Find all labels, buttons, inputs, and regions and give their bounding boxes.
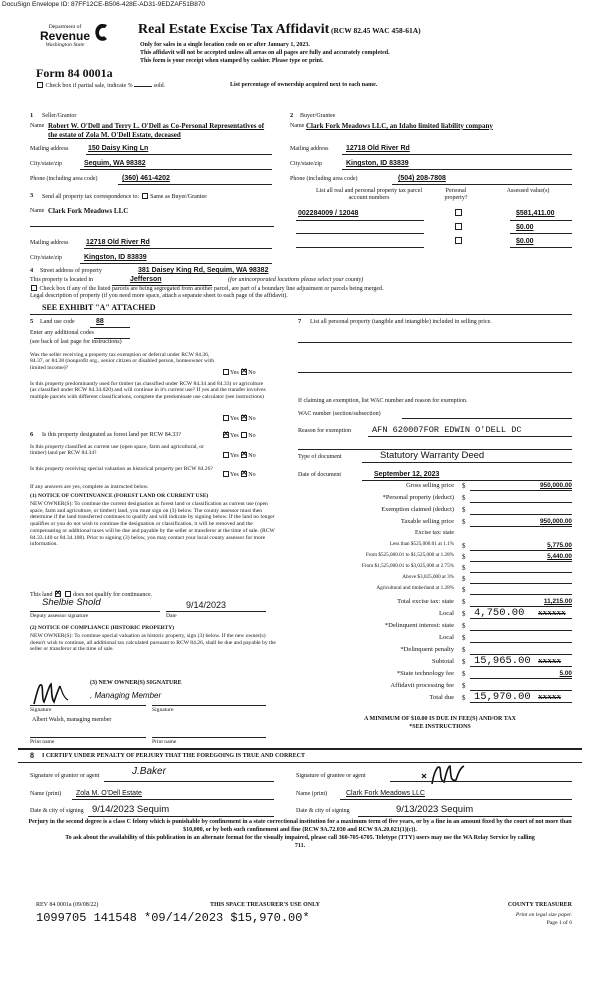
same-as-buyer-label: Same as Buyer/Grantee: [150, 194, 207, 200]
corr-mailing-label: Mailing address: [30, 240, 69, 246]
tax-row-label: Above $3,025,000 at 3%: [402, 574, 454, 580]
sold-label: sold.: [153, 83, 166, 89]
historic-heading: (2) NOTICE OF COMPLIANCE (HISTORIC PROPERTY): [30, 625, 175, 631]
buyer-heading: Buyer/Grantee: [300, 113, 336, 119]
q2-answers: [222, 415, 256, 423]
seller-mailing[interactable]: 150 Daisy King Ln: [88, 145, 149, 152]
reason-label: Reason for exemption: [298, 428, 351, 434]
form-title-row: [138, 22, 421, 38]
buyer-mailing-label: Mailing address: [290, 146, 329, 152]
not-qualify-label: does not qualify for continuance.: [73, 592, 153, 598]
buyer-city-label: City/state/zip: [290, 161, 322, 167]
personal-property-text: List all personal property (tangible and intangible) included in selling price.: [310, 319, 492, 325]
new-owner-sig-heading: (3) NEW OWNER(S) SIGNATURE: [90, 680, 182, 686]
treasurer-use: THIS SPACE TREASURER'S USE ONLY: [210, 902, 320, 908]
dor-logo: [30, 24, 100, 49]
currency-symbol: $: [462, 482, 466, 490]
currency-symbol: $: [462, 598, 466, 606]
tax-row-label: *State technology fee: [396, 670, 454, 677]
historic-answers: [222, 471, 256, 479]
partial-sale-row: [36, 82, 165, 90]
q2-yes-checkbox[interactable]: [223, 415, 229, 421]
unincorporated-note: (for unincorporated locations please select your county): [228, 277, 364, 283]
grantee-date-label: Date & city of signing: [296, 808, 350, 814]
grantee-name-label: Name (print): [296, 791, 328, 797]
no-label: No: [248, 433, 256, 439]
continuance-text: NEW OWNER(S): To continue the current designation as forest land or classification as current use (open space, farm and agriculture, or timber) land, you must sign on (3) below. The county assessor must then determine if the land transferred continues to qualify and will indicate by signing below. If the land no longer qualifies or you do not wish to continue the designation or classification, it will be removed and the compensating or additional taxes will be due and payable by the seller or transferor at the time of sale. (RCW 84.33.140 or 84.34.108). Prior to signing (3) below, you may contact your local county assessor for more information.: [30, 501, 275, 548]
boundary-row: [30, 285, 384, 293]
no-label: No: [248, 453, 256, 459]
forest-answers: [222, 432, 256, 440]
seller-mailing-label: Mailing address: [30, 146, 69, 152]
currency-symbol: $: [462, 658, 466, 666]
tax-value-local[interactable]: 4,750.00: [474, 607, 525, 619]
tax-value-tier1[interactable]: 5,775.00: [547, 542, 572, 549]
additional-codes-note: (see back of last page for instructions): [30, 339, 122, 345]
buyer-city[interactable]: Kingston, ID 83839: [346, 160, 409, 167]
assessed-value[interactable]: $0.00: [516, 224, 534, 231]
new-owner-print-name[interactable]: Albert Walsh, managing member: [32, 717, 112, 723]
buyer-phone-label: Phone (including area code): [290, 176, 358, 182]
struck-original-value: XXXXX: [538, 658, 562, 665]
seller-city[interactable]: Sequim, WA 98382: [84, 160, 146, 167]
answers-note: If any answers are yes, complete as instructed below.: [30, 484, 149, 490]
tax-value-gross[interactable]: 950,000.00: [540, 482, 572, 489]
forest-yes-checkbox[interactable]: [223, 432, 229, 438]
tax-row-label: Total due: [429, 694, 454, 701]
same-as-buyer-checkbox[interactable]: [142, 193, 148, 199]
assessed-value[interactable]: $0.00: [516, 238, 534, 245]
boundary-label: Check box if any of the listed parcels are being segregated from another parcel, are part of a boundary line adjustment or parcels being merged.: [39, 286, 384, 292]
tax-row-label: Exemption claimed (deduct): [381, 506, 454, 513]
logo-dept-line: Department of: [48, 24, 82, 30]
tax-row-label: From $1,525,000.01 to $3,025,000 at 2.75%: [361, 563, 454, 569]
new-owner-signature-drawing: [30, 680, 90, 708]
deputy-date[interactable]: 9/14/2023: [186, 600, 227, 610]
section-7-number: 7: [298, 318, 302, 325]
buyer-mailing[interactable]: 12718 Old River Rd: [346, 145, 410, 152]
currency-symbol: $: [462, 694, 466, 702]
legal-paper-note: Print on legal size paper.: [515, 912, 572, 918]
doc-type-label: Type of document: [298, 454, 342, 460]
currency-symbol: $: [462, 610, 466, 618]
street-address[interactable]: 381 Daisey King Rd, Sequim, WA 98382: [138, 267, 269, 274]
q2-no-checkbox[interactable]: [241, 415, 247, 421]
boundary-checkbox[interactable]: [31, 285, 37, 291]
current-use-yes-checkbox[interactable]: [223, 452, 229, 458]
tax-value-tech[interactable]: 5.00: [559, 670, 572, 677]
grantor-sig-label: Signature of grantor or agent: [30, 773, 100, 779]
county-treasurer: COUNTY TREASURER: [507, 902, 572, 908]
document-date[interactable]: September 12, 2023: [374, 471, 440, 478]
currency-symbol: $: [462, 575, 466, 583]
signature-caption: Signature: [30, 707, 52, 713]
currency-symbol: $: [462, 646, 466, 654]
deputy-caption: Deputy assessor signature: [30, 613, 89, 619]
current-use-question: Is this property classified as current use (open space, farm and agricultural, or timber) land per RCW 84.34?: [30, 444, 204, 457]
buyer-name[interactable]: Clark Fork Meadows LLC, an Idaho limited liability company: [306, 122, 493, 130]
perjury-notice: Perjury in the second degree is a class C felony which is punishable by confinement in a state correctional institution for a maximum term of five years, or by a fine in an amount fixed by the court of not more than $10,000, or by both such confinement and fine (RCW 9A.72.030 and RCW 9A.20.021(1)(c)).: [28, 819, 572, 833]
section-2-number: 2: [290, 112, 294, 119]
print-name-caption: Print name: [30, 739, 55, 745]
historic-text: NEW OWNER(S): To continue special valuation as historic property, sign (3) below. If the new owner(s) doesn't wish to continue, all additional tax calculated pursuant to RCW 84.26, shall be due and payable by the seller or transferor at the time of sale.: [30, 633, 276, 653]
reason-for-exemption[interactable]: AFN 620007FOR EDWIN O'DELL DC: [372, 425, 522, 435]
currency-symbol: $: [462, 682, 466, 690]
rev-number: REV 84 0001a (09/08/22): [36, 902, 99, 908]
seller-name[interactable]: Robert W. O'Dell and Terry L. O'Dell as Co-Personal Representatives of the estate of Zola M. O'Dell Estate, deceased: [48, 122, 265, 139]
grantor-date-city[interactable]: 9/14/2023 Sequim: [92, 804, 170, 815]
personal-property-checkbox[interactable]: [455, 237, 462, 244]
tax-row-label: Affidavit processing fee: [390, 682, 454, 689]
page-number: Page 1 of 6: [546, 920, 572, 926]
struck-original-value: XXXXX: [538, 694, 562, 701]
currency-symbol: $: [462, 622, 466, 630]
certify-text: I CERTIFY UNDER PENALTY OF PERJURY THAT THE FOREGOING IS TRUE AND CORRECT: [42, 753, 305, 759]
grantor-signature[interactable]: J.Baker: [132, 766, 166, 777]
correspondence-heading: Send all property tax correspondence to:: [42, 194, 140, 200]
parcel-col-header: List all real and personal property tax parcel account numbers: [315, 188, 423, 201]
corr-city-label: City/state/zip: [30, 255, 62, 261]
tax-row-label: Local: [438, 610, 454, 617]
no-label: No: [248, 416, 256, 422]
section-5-number: 5: [30, 318, 34, 325]
wac-label: WAC number (section/subsection): [298, 411, 381, 417]
q1-yes-checkbox[interactable]: [223, 369, 229, 375]
no-label: No: [248, 370, 256, 376]
tax-row-label: *Delinquent penalty: [400, 646, 454, 653]
doc-date-label: Date of document: [298, 472, 341, 478]
forest-question: Is this property designated as forest land per RCW 84.33?: [42, 432, 181, 438]
grantee-sig-label: Signature of grantee or agent: [296, 773, 366, 779]
street-label: Street address of property: [40, 268, 102, 274]
inquiry-notice: To ask about the availability of this publication in an alternate format for the visually impaired, please call 360-705-6705. Teletype (TTY) users may use the WA Relay Service by calling 711.: [65, 835, 535, 849]
corr-city[interactable]: Kingston, ID 83839: [84, 254, 147, 261]
tax-value-subtotal[interactable]: 15,965.00: [474, 655, 531, 667]
dor-emblem-icon: [92, 22, 110, 44]
signature-caption: Signature: [152, 707, 174, 713]
land-use-label: Land use code: [40, 319, 75, 325]
tax-value-taxable[interactable]: 950,000.00: [540, 518, 572, 525]
tax-row-label: Gross selling price: [406, 482, 454, 489]
historic-question: Is this property receiving special valuation as historical property per RCW 84.26?: [30, 466, 213, 472]
historic-no-checkbox[interactable]: [241, 471, 247, 477]
struck-original-value: XXXXXX: [538, 610, 566, 617]
additional-codes-label: Enter any additional codes: [30, 330, 94, 336]
tax-row-label: Agricultural and timberland at 1.28%: [376, 585, 454, 591]
located-label: This property is located in: [30, 277, 93, 283]
yes-label: Yes: [230, 472, 239, 478]
section-1-number: 1: [30, 112, 34, 119]
exemption-question: Was the seller receiving a property tax exemption or deferral under RCW 84.36, 84.37, or 84.38 (nonprofit org., senior citizen or disabled person, homeowner with limited income)?: [30, 352, 214, 371]
new-owner-signature-text[interactable]: , Managing Member: [90, 691, 162, 700]
currency-symbol: $: [462, 506, 466, 514]
yes-label: Yes: [230, 370, 239, 376]
yes-label: Yes: [230, 433, 239, 439]
yes-label: Yes: [230, 453, 239, 459]
section-6-number: 6: [30, 431, 34, 438]
seller-name-label: Name: [30, 123, 45, 129]
currency-symbol: $: [462, 494, 466, 502]
currency-symbol: $: [462, 586, 466, 594]
header-note-2: This affidavit will not be accepted unless all areas on all pages are fully and accurately completed.: [140, 50, 390, 56]
buyer-phone[interactable]: (504) 208-7808: [398, 175, 446, 182]
yes-label: Yes: [230, 416, 239, 422]
seller-phone-label: Phone (including area code): [30, 176, 98, 182]
legal-description-label: Legal description of property (if you need more space, attach a separate sheet to each page of the affidavit).: [30, 293, 288, 299]
forest-no-checkbox[interactable]: [241, 432, 247, 438]
logo-state: Washington State: [45, 42, 85, 49]
deputy-assessor-signature[interactable]: Shelbie Shold: [42, 597, 101, 608]
current-use-answers: [222, 452, 256, 460]
currency-symbol: $: [462, 670, 466, 678]
print-name-caption: Print name: [152, 739, 177, 745]
grantor-date-label: Date & city of signing: [30, 808, 84, 814]
corr-name-label: Name: [30, 208, 45, 214]
tax-value-total-due[interactable]: 15,970.00: [474, 691, 531, 703]
current-use-no-checkbox[interactable]: [241, 452, 247, 458]
legal-exhibit[interactable]: SEE EXHIBIT "A" ATTACHED: [42, 303, 156, 312]
form-title-suffix: (RCW 82.45 WAC 458-61A): [330, 26, 421, 35]
see-instructions: *SEE INSTRUCTIONS: [409, 724, 471, 730]
grantor-name-label: Name (print): [30, 791, 62, 797]
header-note-3: This form is your receipt when stamped by cashier. Please type or print.: [140, 58, 324, 64]
section-8-number: 8: [30, 751, 34, 760]
personal-property-checkbox[interactable]: [455, 209, 462, 216]
seller-phone[interactable]: (360) 461-4202: [122, 175, 170, 182]
form-title: Real Estate Excise Tax Affidavit: [138, 22, 330, 37]
currency-symbol: $: [462, 553, 466, 561]
located-county[interactable]: Jefferson: [130, 276, 162, 283]
document-type[interactable]: Statutory Warranty Deed: [380, 450, 485, 461]
tax-row-label: *Personal property (deduct): [382, 494, 454, 501]
header-note-1: Only for sales in a single location code on or after January 1, 2023.: [140, 42, 310, 48]
form-number: Form 84 0001a: [36, 66, 113, 80]
tax-row-label: From $525,000.01 to $1,525,000 at 1.28%: [365, 552, 454, 558]
no-label: No: [248, 472, 256, 478]
parcel-number[interactable]: 002284009 / 12048: [298, 210, 359, 217]
partial-sale-label: Check box if partial sale, indicate %: [45, 83, 133, 89]
seller-heading: Seller/Grantor: [42, 113, 77, 119]
currency-symbol: $: [462, 518, 466, 526]
section-3-number: 3: [30, 192, 34, 199]
exemption-note: If claiming an exemption, list WAC number and reason for exemption.: [298, 398, 468, 404]
continuance-heading: (1) NOTICE OF CONTINUANCE (FOREST LAND OR CURRENT USE): [30, 493, 209, 499]
corr-mailing[interactable]: 12718 Old River Rd: [86, 239, 150, 246]
grantee-signature-drawing: [420, 762, 468, 786]
personal-property-checkbox[interactable]: [455, 223, 462, 230]
tax-row-label: *Delinquent interest: state: [384, 622, 454, 629]
minimum-due-note: A MINIMUM OF $10.00 IS DUE IN FEE(S) AND/OR TAX: [364, 716, 516, 722]
tax-row-label: Less than $525,000.01 at 1.1%: [389, 541, 454, 547]
logo-revenue: Revenue: [39, 29, 91, 44]
assessed-value[interactable]: $581,411.00: [516, 210, 555, 217]
tax-row-label: Local: [438, 634, 454, 641]
tax-value-tier2[interactable]: 5,440.00: [547, 553, 572, 560]
correspondence-heading-row: [42, 193, 207, 201]
partial-sale-checkbox[interactable]: [37, 82, 43, 88]
corr-name[interactable]: Clark Fork Meadows LLC: [48, 207, 129, 215]
currency-symbol: $: [462, 542, 466, 550]
treasurer-receipt-stamp: 1099705 141548 *09/14/2023 $15,970.00*: [36, 911, 310, 925]
date-caption: Date: [166, 613, 177, 619]
assessed-col-header: Assessed value(s): [506, 188, 550, 194]
currency-symbol: $: [462, 564, 466, 572]
tax-row-label: Taxable selling price: [400, 518, 454, 525]
envelope-id: DocuSign Envelope ID: 87FF12CE-B506-428E-AD31-9EDZAF51B870: [2, 1, 206, 8]
grantee-date-city[interactable]: 9/13/2023 Sequim: [396, 804, 474, 815]
q1-answers: [222, 369, 256, 377]
tax-row-label: Subtotal: [432, 658, 454, 665]
personal-col-header: Personal property?: [444, 188, 468, 201]
this-land-label: This land: [30, 592, 53, 598]
land-use-code[interactable]: 88: [96, 318, 104, 325]
tax-value-total[interactable]: 11,215.00: [543, 598, 572, 605]
seller-city-label: City/state/zip: [30, 161, 62, 167]
tax-row-label: Excise tax: state: [415, 530, 454, 536]
q1-no-checkbox[interactable]: [241, 369, 247, 375]
timber-question: Is this property predominantly used for timber (as classified under RCW 84.34 and 84.33) or agriculture (as classified under RCW 84.34.020) and will continue in it's current use? If yes and the transfer involves multiple parcels with different classifications, complete the predominate use calculator (see instructions): [30, 381, 266, 400]
tax-row-label: Total excise tax: state: [397, 598, 454, 605]
historic-yes-checkbox[interactable]: [223, 471, 229, 477]
ownership-note: List percentage of ownership acquired next to each name.: [230, 82, 378, 88]
grantee-print-name[interactable]: Clark Fork Meadows LLC: [346, 790, 425, 797]
section-4-number: 4: [30, 267, 34, 274]
buyer-name-label: Name: [290, 123, 305, 129]
currency-symbol: $: [462, 634, 466, 642]
grantor-print-name[interactable]: Zola M. O'Dell Estate: [76, 790, 142, 797]
